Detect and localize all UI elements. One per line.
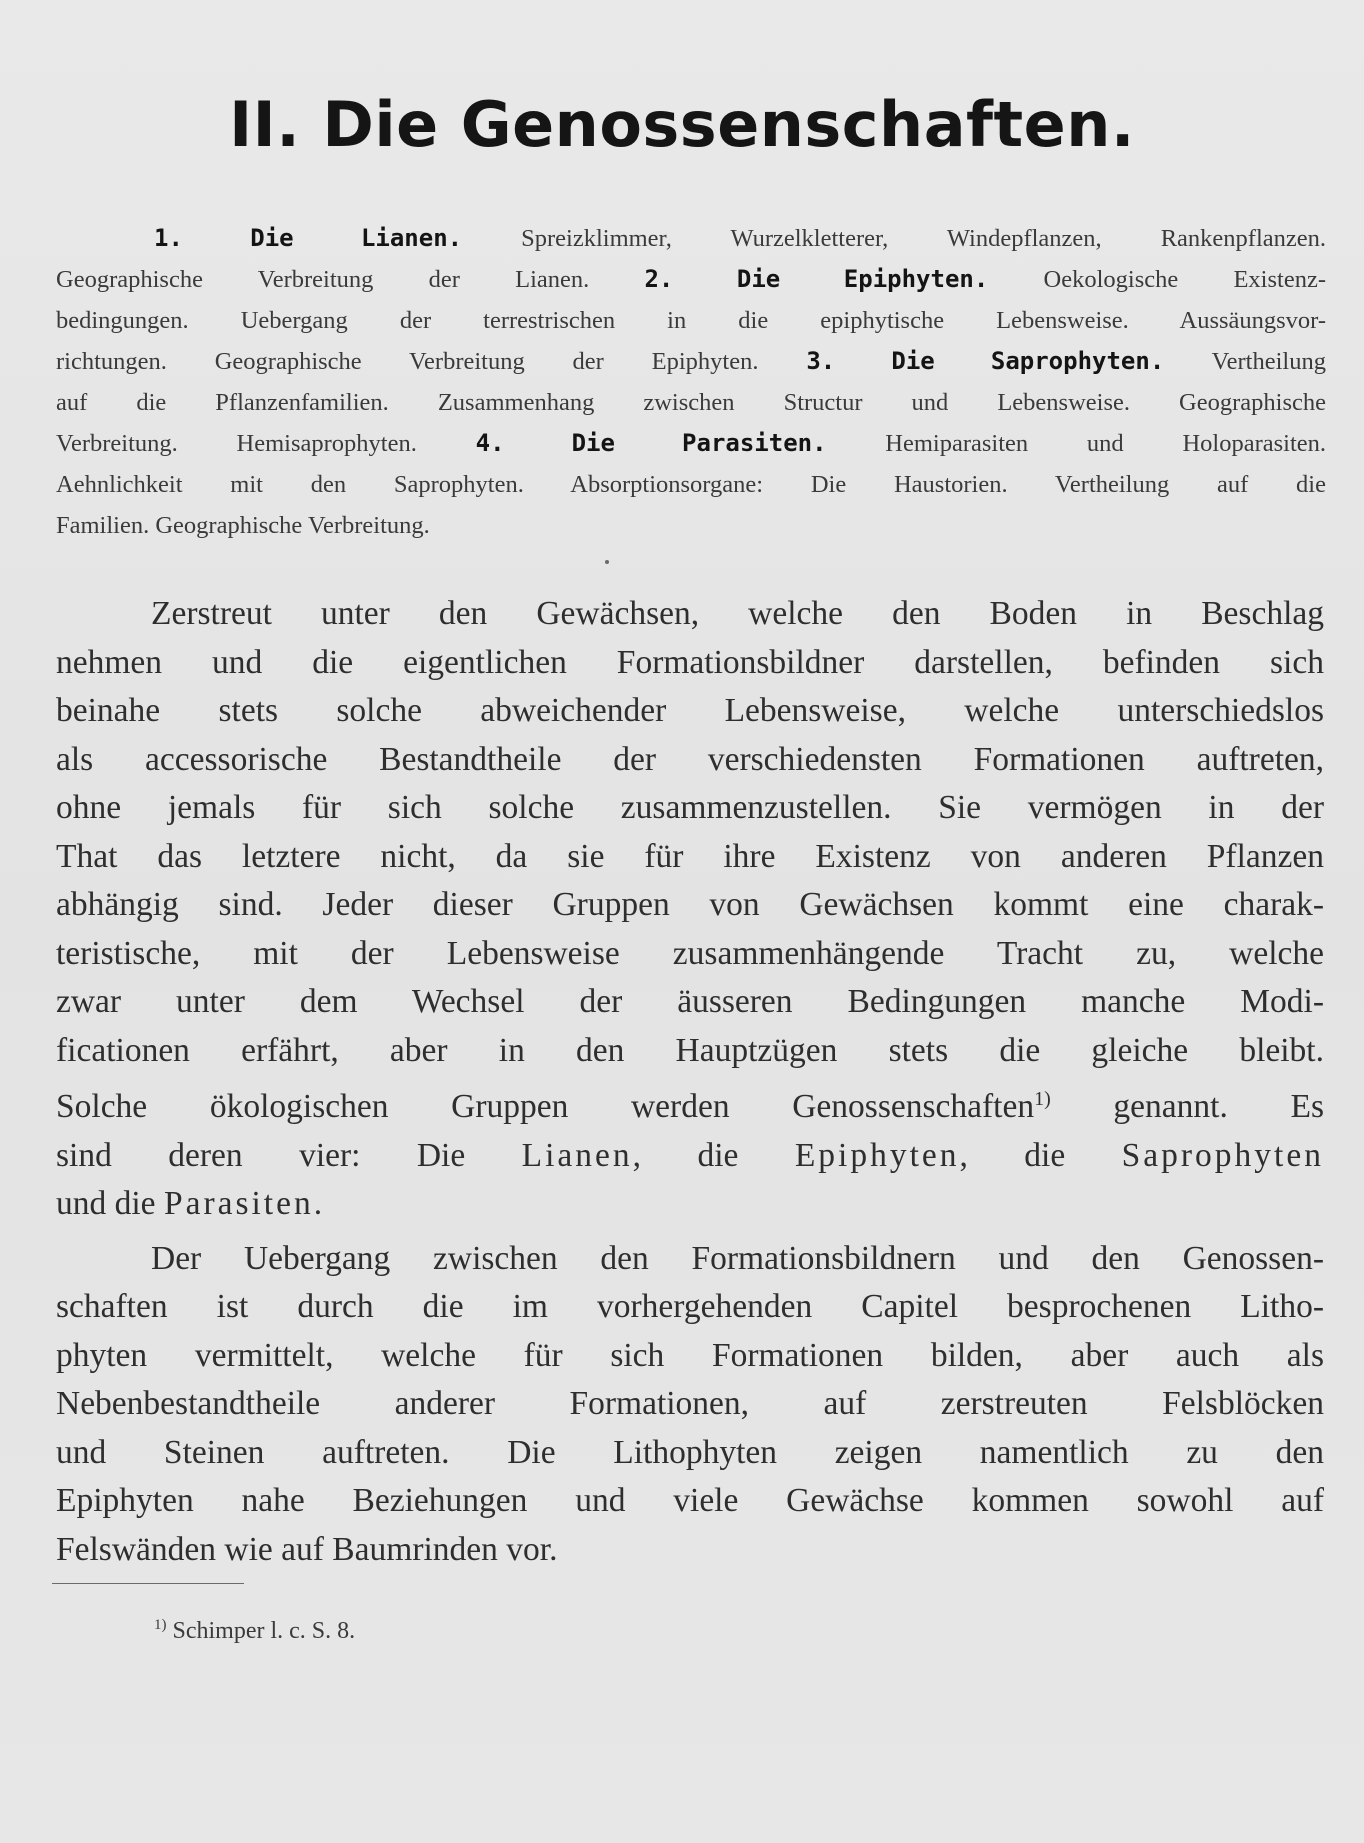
- summary-text: Verbreitung. Hemisaprophyten.: [56, 430, 476, 457]
- body-line: [56, 1132, 1324, 1181]
- summary-text: Familien. Geographische Verbreitung.: [56, 512, 430, 539]
- body-text: Der Uebergang zwischen den Formationsbildnern und den Genossen-: [151, 1239, 1324, 1277]
- section-heading: 2. Die Epiphyten.: [644, 265, 989, 293]
- chapter-summary: [56, 218, 1326, 546]
- section-heading: 4. Die Parasiten.: [475, 429, 827, 457]
- summary-line: [56, 259, 1326, 300]
- footnote-text: Schimper l. c. S. 8.: [166, 1618, 356, 1644]
- body-text: .: [313, 1185, 323, 1222]
- emphasized-term: Epiphyten: [794, 1136, 960, 1174]
- body-text: Epiphyten nahe Beziehungen und viele Gewächse kommen sowohl auf: [56, 1482, 1324, 1519]
- body-text: beinahe stets solche abweichender Lebensweise, welche unterschiedslos: [56, 692, 1324, 729]
- summary-text: Oekologische Existenz-: [988, 266, 1326, 293]
- body-line: [56, 736, 1324, 785]
- summary-text: richtungen. Geographische Verbreitung der Epiphyten.: [56, 348, 807, 375]
- summary-text: bedingungen. Uebergang der terrestrischen in die epiphytische Lebensweise. Aussäungsvor-: [56, 307, 1326, 334]
- body-line: [56, 687, 1324, 736]
- stray-mark: [605, 560, 609, 564]
- body-line: [56, 1380, 1324, 1429]
- body-text: genannt. Es: [1050, 1088, 1324, 1125]
- body-text: abhängig sind. Jeder dieser Gruppen von Gewächsen kommt eine charak-: [56, 886, 1324, 923]
- footnote-mark: 1): [154, 1617, 167, 1633]
- body-text: als accessorische Bestandtheile der verschiedensten Formationen auftreten,: [56, 740, 1324, 778]
- body-line: [56, 1075, 1324, 1132]
- body-line: [56, 639, 1324, 688]
- emphasized-term: Parasiten: [163, 1185, 314, 1222]
- body-line: [56, 590, 1324, 639]
- body-line: [56, 833, 1324, 882]
- body-text: , die: [959, 1136, 1122, 1174]
- body-text: zwar unter dem Wechsel der äusseren Bedingungen manche Modi-: [56, 983, 1324, 1020]
- summary-text: Spreizklimmer, Wurzelkletterer, Windepflanzen, Rankenpflanzen.: [462, 225, 1326, 252]
- emphasized-term: Saprophyten: [1121, 1136, 1324, 1174]
- body-text: phyten vermittelt, welche für sich Formationen bilden, aber auch als: [56, 1336, 1324, 1374]
- body-line: [56, 1027, 1324, 1076]
- section-heading: 1. Die Lianen.: [154, 224, 463, 252]
- body-line: [56, 1332, 1324, 1381]
- body-line: [56, 1283, 1324, 1332]
- body-text: und Steinen auftreten. Die Lithophyten zeigen namentlich zu den: [56, 1433, 1324, 1471]
- summary-line: [56, 382, 1326, 423]
- body-text: Felswänden wie auf Baumrinden vor.: [56, 1530, 558, 1568]
- body-text: nehmen und die eigentlichen Formationsbildner darstellen, befinden sich: [56, 643, 1324, 681]
- summary-line: [56, 218, 1326, 259]
- summary-text: Geographische Verbreitung der Lianen.: [56, 266, 645, 293]
- body-line: [56, 784, 1324, 833]
- summary-text: Vertheilung: [1164, 348, 1326, 375]
- body-text: Nebenbestandtheile anderer Formationen, auf zerstreuten Felsblöcken: [56, 1385, 1324, 1422]
- body-line: [56, 1235, 1324, 1284]
- body-text: , die: [632, 1136, 795, 1174]
- summary-line: [56, 423, 1326, 464]
- chapter-title: II. Die Genossenschaften.: [229, 88, 1135, 161]
- summary-text: Aehnlichkeit mit den Saprophyten. Absorptionsorgane: Die Haustorien. Vertheilung auf die: [56, 471, 1326, 498]
- body-line: [56, 1180, 1324, 1229]
- body-text: [56, 590, 1324, 1574]
- section-heading: 3. Die Saprophyten.: [806, 347, 1165, 375]
- emphasized-term: Lianen: [521, 1136, 633, 1174]
- body-line: [56, 1526, 1324, 1575]
- body-line: [56, 978, 1324, 1027]
- body-text: schaften ist durch die im vorhergehenden Capitel besprochenen Litho-: [56, 1288, 1324, 1325]
- body-text: ohne jemals für sich solche zusammenzustellen. Sie vermögen in der: [56, 789, 1324, 826]
- body-text: Zerstreut unter den Gewächsen, welche den Boden in Beschlag: [151, 595, 1324, 632]
- summary-text: auf die Pflanzenfamilien. Zusammenhang zwischen Structur und Lebensweise. Geographische: [56, 389, 1326, 416]
- summary-line: [56, 300, 1326, 341]
- body-line: [56, 930, 1324, 979]
- summary-text: Hemiparasiten und Holoparasiten.: [826, 430, 1326, 457]
- body-text: sind deren vier: Die: [56, 1136, 522, 1174]
- footnote-rule: [52, 1583, 244, 1584]
- footnote-reference: 1): [1034, 1088, 1051, 1110]
- body-text: teristische, mit der Lebensweise zusammenhängende Tracht zu, welche: [56, 934, 1324, 972]
- summary-line: [56, 505, 1326, 546]
- body-text: Solche ökologischen Gruppen werden Genossenschaften: [56, 1088, 1035, 1125]
- summary-line: [56, 464, 1326, 505]
- body-text: That das letztere nicht, da sie für ihre Existenz von anderen Pflanzen: [56, 837, 1324, 875]
- footnote: [154, 1617, 355, 1645]
- body-line: [56, 1429, 1324, 1478]
- summary-line: [56, 341, 1326, 382]
- body-line: [56, 881, 1324, 930]
- body-line: [56, 1477, 1324, 1526]
- body-text: ficationen erfährt, aber in den Hauptzügen stets die gleiche bleibt.: [56, 1031, 1324, 1069]
- body-text: und die: [56, 1185, 164, 1222]
